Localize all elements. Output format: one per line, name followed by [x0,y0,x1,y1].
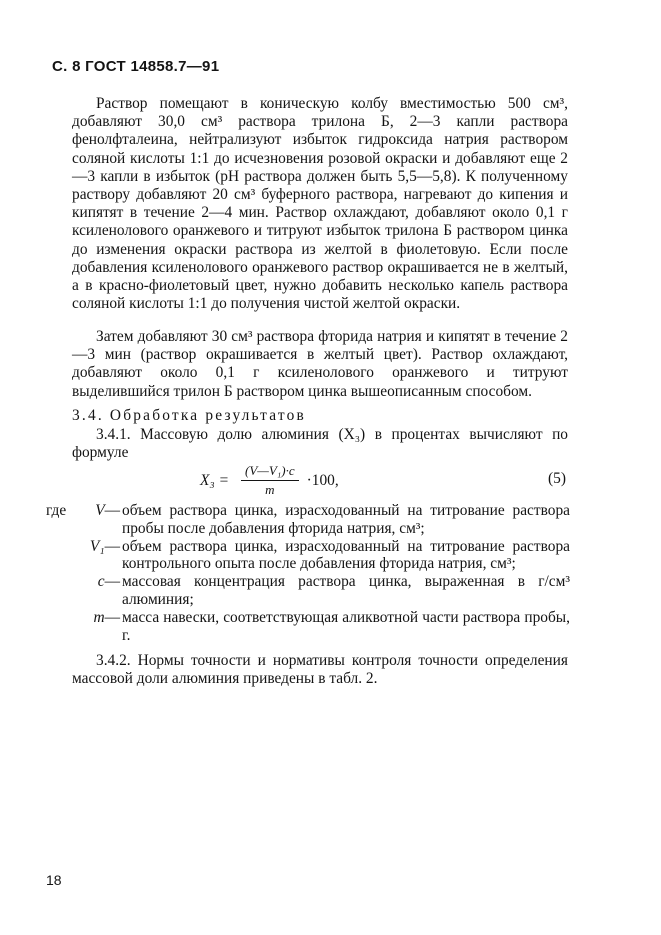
legend-symbol: V₁ [89,537,105,555]
legend-symbol: V [95,502,105,519]
formula-denominator: m [265,482,275,497]
legend-dash: — [104,502,120,519]
legend-item [46,538,570,574]
section-heading: 3.4. Обработка результатов [72,407,307,424]
legend-text: объем раствора цинка, израсходованный на титрование раствора контрольного опыта после добавления фторида натрия, см³; [122,537,570,573]
legend-intro: где [46,502,67,519]
equation-number: (5) [548,470,566,487]
formula-lhs: X₃ = [200,471,229,489]
formula-numerator: (V—V₁)·c [241,463,299,481]
formula-5 [200,463,339,498]
clause-3-4-2: 3.4.2. Нормы точности и нормативы контроля точности определения массовой доли алюминия приведены в табл. 2. [72,652,568,688]
paragraph-fluoride-step: Затем добавляют 30 см³ раствора фторида натрия и кипятят в течение 2—3 мин (раствор окрашивается в желтый цвет). Раствор охлаждают, добавляют около 0,1 г ксиленолового оранжевого и титруют выделившийся трилон Б раствором цинка вышеописанным способом. [72,328,568,400]
formula-tail: ·100, [306,471,339,489]
legend-item [46,502,570,538]
formula-fraction [241,463,299,498]
legend-dash: — [104,608,120,626]
formula-legend [46,502,570,644]
legend-text: массовая концентрация раствора цинка, выраженная в г/см³ алюминия; [122,573,570,608]
page-header: С. 8 ГОСТ 14858.7—91 [52,58,220,75]
legend-symbol: c [97,573,105,591]
legend-dash: — [104,573,120,591]
legend-dash: — [104,537,120,555]
legend-item [46,609,570,645]
page-number: 18 [46,872,62,888]
legend-symbol: m [93,608,105,626]
legend-text: масса навески, соответствующая аликвотной части раствора пробы, г. [122,608,570,644]
clause-3-4-1: 3.4.1. Массовую долю алюминия (X₃) в процентах вычисляют по формуле [72,426,568,462]
paragraph-procedure: Раствор помещают в коническую колбу вместимостью 500 см³, добавляют 30,0 см³ раствора трилона Б, 2—3 капли раствора фенолфталеина, нейтрализуют избыток гидроксида натрия раствором соляной кислоты 1:1 до исчезновения розовой окраски и добавляют еще 2—3 капли в избыток (pH раствора должен быть 5,5—5,8). К полученному раствору добавляют 20 см³ буферного раствора, нагревают до кипения и кипятят в течение 2—4 мин. Раствор охлаждают, добавляют около 0,1 г ксиленолового оранжевого и титруют избыток трилона Б раствором цинка до изменения окраски раствора из желтой в фиолетовую. Если после добавления ксиленолового оранжевого раствор окрашивается не в желтый, а в красно-фиолетовый цвет, нужно добавить несколько капель раствора соляной кислоты 1:1 до получения чистой желтой окраски. [72,95,568,313]
legend-item [46,573,570,609]
legend-text: объем раствора цинка, израсходованный на титрование раствора пробы после добавления фторида натрия, см³; [122,502,570,537]
